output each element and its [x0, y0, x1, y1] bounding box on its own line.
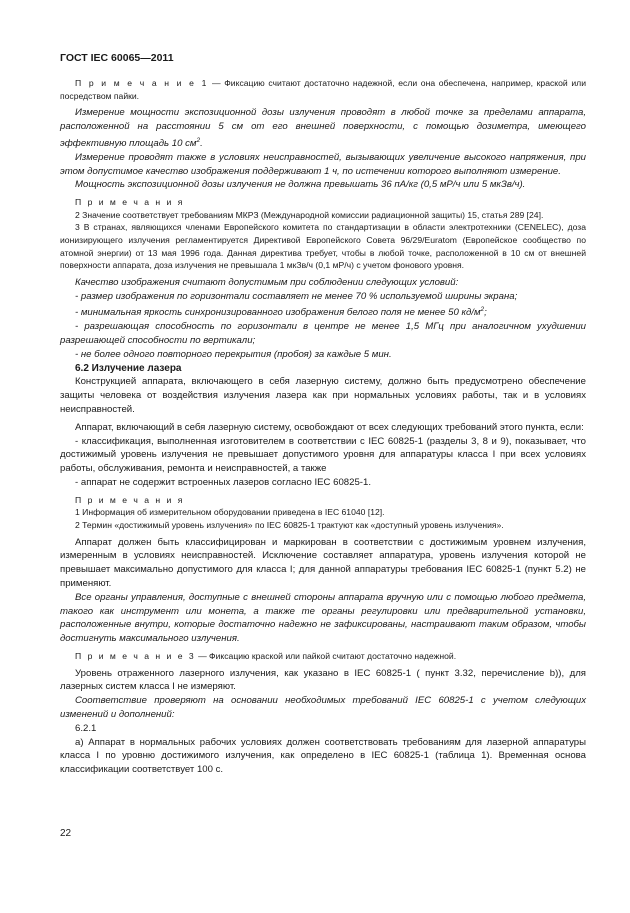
- paragraph-no-lasers: - аппарат не содержит встроенных лазеров согласно IEC 60825-1.: [75, 477, 371, 489]
- paragraph-dose-measurement: [60, 106, 586, 151]
- paragraph-laser-protection: Конструкцией аппарата, включающего в себя лазерную систему, должно быть предусмотрено обеспечение защиты человека от воздействия излучения лазера как при нормальных условиях работы, так и в условиях неисправностей.: [60, 376, 586, 416]
- p1-text: Измерение мощности экспозиционной дозы излучения проводят в любой точке за пределами аппарата, расположенной на расстоянии 5 см от его внешней поверхности, с помощью дозиметра, имеющего эффективную площадь 10 см: [60, 107, 586, 149]
- li2-end: ;: [484, 307, 487, 319]
- li2-text: - минимальная яркость синхронизированного изображения белого поля не менее 50 кд/м: [75, 307, 481, 319]
- notes-2-label: П р и м е ч а н и я: [75, 494, 185, 505]
- note-3-label: П р и м е ч а н и е 3: [75, 651, 196, 662]
- page-body: [60, 52, 586, 777]
- section-title: 6.2 Излучение лазера: [75, 362, 182, 374]
- p1-sup: 2: [196, 136, 201, 144]
- page-number: 22: [60, 828, 72, 839]
- note-3: 3 В странах, являющихся членами Европейского комитета по стандартизации в области электротехники (CENELEC), доза ионизирующего излучения регламентируется Директивой Европейского Совета 96/29/Euratom (Европейское сообщество по атомной энергии) от 13 мая 1996 года. Данная директива требует, чтобы в любой точке, расположенной в 10 см от внешней поверхности аппарата, доза излучения не превышала 1 мкЗв/ч (0,1 мР/ч) с учетом фонового уровня.: [60, 222, 586, 271]
- note-1-label: П р и м е ч а н и е 1: [75, 78, 209, 88]
- p1-end: .: [200, 137, 203, 149]
- note-2: 2 Значение соответствует требованиям МКРЗ (Международной комиссии радиационной защиты) 15, статья 289 [24].: [75, 209, 544, 220]
- note-3-text: — Фиксацию краской или пайкой считают достаточно надежной.: [195, 651, 457, 662]
- li2-sup: 2: [480, 306, 485, 314]
- paragraph-marking: Аппарат должен быть классифицирован и маркирован в соответствии с достижимым уровнем излучения, измеренным в условиях неисправностей. Исключение составляет аппаратура, уровень излучения которой не превышает максимально допустимого для класса I; для данной аппаратуры требования IEC 60825-1 (пункт 5.2) не применяют.: [60, 536, 586, 590]
- note-1: [60, 77, 586, 102]
- paragraph-exemption: Аппарат, включающий в себя лазерную систему, освобождают от всех следующих требований этого пункта, если:: [75, 421, 584, 433]
- list-item-size: - размер изображения по горизонтали составляет не менее 70 % используемой ширины экрана;: [75, 290, 518, 302]
- clause-6-2-1: 6.2.1: [75, 722, 97, 734]
- list-item-breakdown: - не более одного повторного перекрытия (пробоя) за каждые 5 мин.: [75, 348, 392, 360]
- note-1-text: — Фиксацию считают достаточно надежной, если она обеспечена, например, краской или посредством пайки.: [60, 78, 586, 101]
- note-3-fixation: [60, 650, 586, 663]
- paragraph-class-1: а) Аппарат в нормальных рабочих условиях должен соответствовать требованиям для лазерной аппаратуры класса I по уровню достижимого излучения, как определено в IEC 60825-1 (таблица 1). Временная основа классификации соответствует 100 с.: [60, 736, 586, 776]
- paragraph-classification: - классификация, выполненная изготовителем в соответствии с IEC 60825-1 (разделы 3, 8 и 9), показывает, что достижимый уровень излучения не превышает допустимого уровня для аппаратуры класса I при всех условиях работы, обслуживания, ремонта и неисправностей, а также: [60, 435, 586, 475]
- paragraph-dose-limit: Мощность экспозиционной дозы излучения не должна превышать 36 пА/кг (0,5 мР/ч или 5 мкЗв/ч).: [75, 179, 526, 191]
- paragraph-fault-conditions: Измерение проводят также в условиях неисправностей, вызывающих увеличение высокого напряжения, при этом допустимое качество изображения поддерживают 1 ч, по истечении которого выполняют измерение.: [60, 151, 586, 177]
- note-2-2: 2 Термин «достижимый уровень излучения» по IEC 60825-1 трактуют как «доступный уровень излучения».: [75, 520, 504, 531]
- paragraph-reflected: Уровень отраженного лазерного излучения, как указано в IEC 60825-1 ( пункт 3.32, перечисление b)), для лазерных систем класса I не измеряют.: [60, 667, 586, 693]
- paragraph-controls: Все органы управления, доступные с внешней стороны аппарата вручную или с помощью любого предмета, такого как инструмент или монета, а также те органы регулировки или предварительной установки, расположенные внутри, которые достаточно надежно не зафиксированы, настраивают таким образом, чтобы достигнуть максимального излучения.: [60, 591, 586, 645]
- list-item-brightness: [60, 303, 586, 320]
- notes-label: П р и м е ч а н и я: [75, 197, 185, 208]
- paragraph-image-quality: Качество изображения считают допустимым при соблюдении следующих условий:: [75, 276, 459, 288]
- list-item-resolution: - разрешающая способность по горизонтали в центре не менее 1,5 МГц при аналогичном ухудшении разрешающей способности по вертикали;: [60, 321, 586, 347]
- paragraph-compliance: Соответствие проверяют на основании необходимых требований IEC 60825-1 с учетом следующих изменений и дополнений:: [60, 695, 586, 720]
- note-2-1: 1 Информация об измерительном оборудовании приведена в IEC 61040 [12].: [75, 507, 385, 518]
- document-header: ГОСТ IEC 60065—2011: [60, 52, 174, 64]
